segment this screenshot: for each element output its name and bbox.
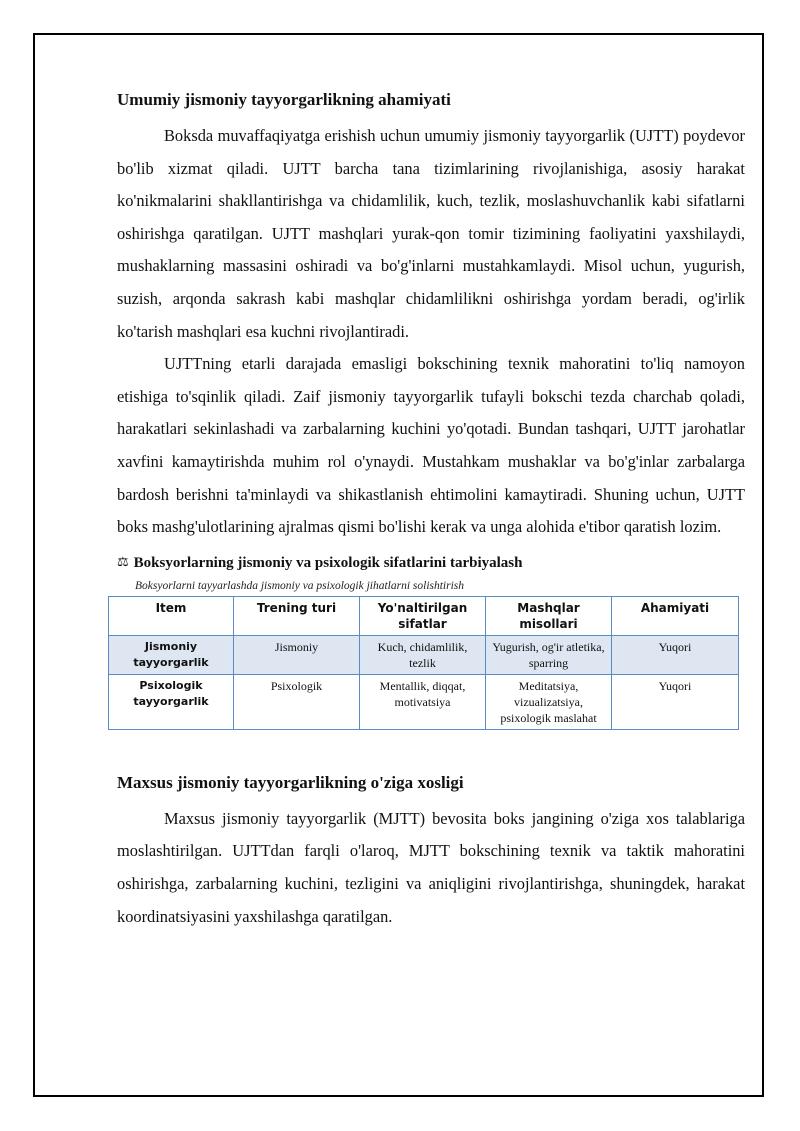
table-heading <box>117 550 745 576</box>
table-row <box>109 635 739 674</box>
body-paragraph: UJTTning etarli darajada emasligi bokschining texnik mahoratini to'liq namoyon etishiga to'sqinlik qiladi. Zaif jismoniy tayyorgarlik tufayli bokschi tezda charchab qoladi, harakatlari sekinlashadi va zarbalarning kuchini yo'qotadi. Bundan tashqari, UJTT jarohatlar xavfini kamaytirishda muhim rol o'ynaydi. Mustahkam mushaklar va bo'g'inlar zarbalarga bardosh berishni ta'minlaydi va shikastlanish ehtimolini kamaytiradi. Shuning uchun, UJTT boks mashg'ulotlarining ajralmas qismi bo'lishi kerak va unga alohida e'tibor qaratish lozim. <box>117 354 745 537</box>
comparison-table <box>108 596 739 730</box>
column-header: Mashqlar misollari <box>486 596 612 635</box>
page-content <box>117 86 745 933</box>
table-header-row <box>109 596 739 635</box>
table-cell: Jismoniy <box>234 635 360 674</box>
table-cell: Mentallik, diqqat, motivatsiya <box>360 674 486 729</box>
body-paragraph: Boksda muvaffaqiyatga erishish uchun umumiy jismoniy tayyorgarlik (UJTT) poydevor bo'lib xizmat qiladi. UJTT barcha tana tizimlarining rivojlanishiga, asosiy harakat ko'nikmalarini shakllantirishga va chidamlilik, kuch, tezlik, moslashuvchanlik kabi sifatlarni oshirishga qaratilgan. UJTT mashqlari yurak-qon tomir tizimining faoliyatini yaxshilaydi, mushaklarning massasini oshiradi va bo'g'inlarni mustahkamlaydi. Misol uchun, yugurish, suzish, arqonda sakrash kabi mashqlar chidamlilikni oshirishga yordam beradi, og'irlik ko'tarish mashqlari esa kuchni rivojlantiradi. <box>117 126 745 341</box>
page-frame <box>33 33 764 1097</box>
table-heading-text: Boksyorlarning jismoniy va psixologik sifatlarini tarbiyalash <box>133 554 523 571</box>
comparison-table-block <box>117 550 745 730</box>
balance-scale-icon: ⚖ <box>117 554 129 570</box>
column-header: Yo'naltirilgan sifatlar <box>360 596 486 635</box>
table-cell: Meditatsiya, vizualizatsiya, psixologik maslahat <box>486 674 612 729</box>
table-cell: Yuqori <box>612 674 739 729</box>
column-header: Trening turi <box>234 596 360 635</box>
section-title: Umumiy jismoniy tayyorgarlikning ahamiyati <box>117 90 451 109</box>
table-cell: Psixologik <box>234 674 360 729</box>
table-row <box>109 674 739 729</box>
table-cell: Kuch, chidamlilik, tezlik <box>360 635 486 674</box>
section-title: Maxsus jismoniy tayyorgarlikning o'ziga xosligi <box>117 772 464 792</box>
table-cell: Yuqori <box>612 635 739 674</box>
table-cell: Jismoniy tayyorgarlik <box>109 635 234 674</box>
column-header: Item <box>109 596 234 635</box>
table-cell: Yugurish, og'ir atletika, sparring <box>486 635 612 674</box>
table-cell: Psixologik tayyorgarlik <box>109 674 234 729</box>
table-caption: Boksyorlarni tayyarlashda jismoniy va psixologik jihatlarni solishtirish <box>135 579 465 592</box>
body-paragraph: Maxsus jismoniy tayyorgarlik (MJTT) bevosita boks jangining o'ziga xos talablariga moslashtirilgan. UJTTdan farqli o'laroq, MJTT bokschining texnik va taktik mahoratini oshirishga, zarbalarning kuchini, tezligini va aniqligini rivojlantirishga, shuningdek, harakat koordinatsiyasini yaxshilashga qaratilgan. <box>117 808 745 926</box>
column-header: Ahamiyati <box>612 596 739 635</box>
